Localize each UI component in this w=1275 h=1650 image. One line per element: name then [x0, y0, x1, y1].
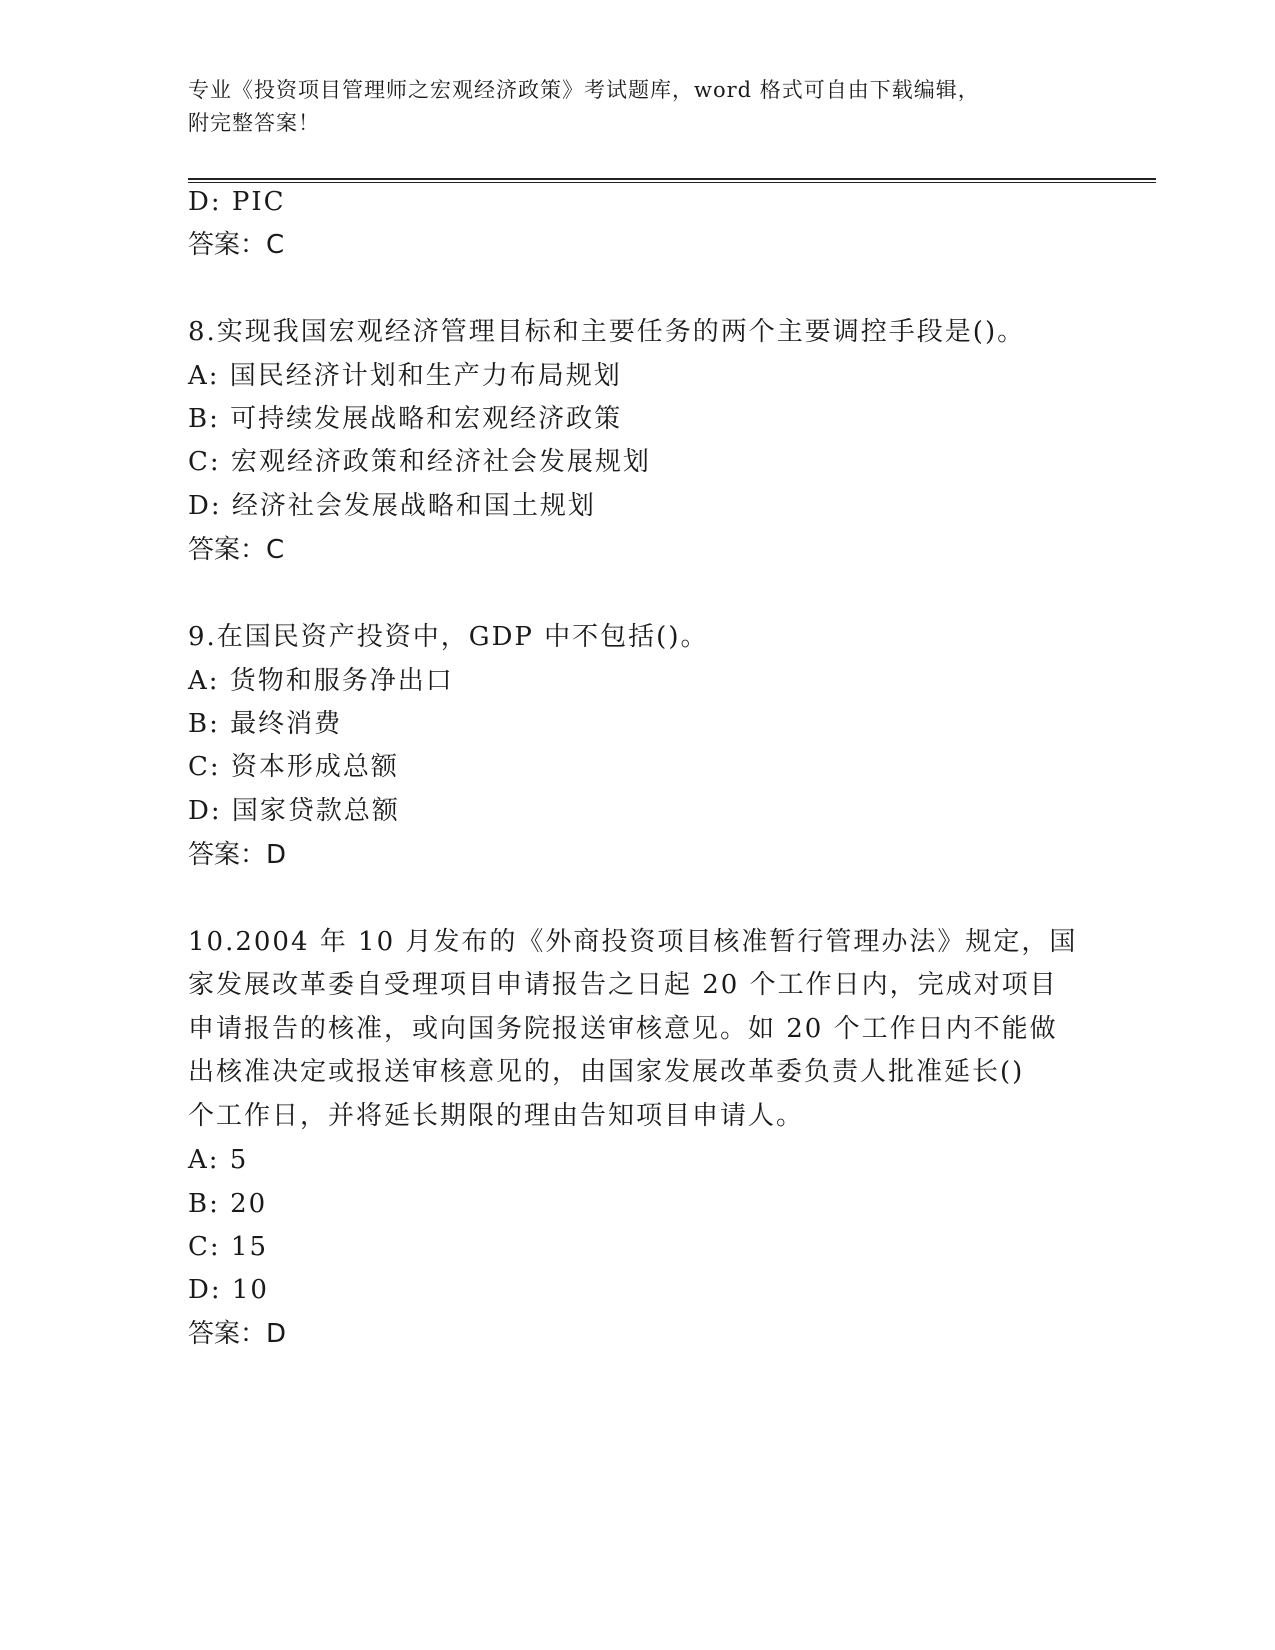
question-9-answer: 答案：D	[188, 840, 287, 870]
question-8-option-d: D: 经济社会发展战略和国土规划	[188, 491, 596, 521]
question-9-option-d: D: 国家贷款总额	[188, 796, 400, 826]
question-10-answer: 答案：D	[188, 1319, 287, 1349]
question-8-option-b: B: 可持续发展战略和宏观经济政策	[188, 404, 623, 434]
question-8-answer: 答案：C	[188, 535, 285, 565]
question-10-stem-line-1: 10.2004 年 10 月发布的《外商投资项目核准暂行管理办法》规定，国	[188, 927, 1078, 957]
question-10-stem-line-4: 出核准决定或报送审核意见的，由国家发展改革委负责人批准延长()	[188, 1057, 1025, 1087]
question-10-option-c: C: 15	[188, 1232, 269, 1262]
question-10-stem-line-5: 个工作日，并将延长期限的理由告知项目申请人。	[188, 1101, 805, 1131]
question-8-option-c: C: 宏观经济政策和经济社会发展规划	[188, 447, 651, 477]
header-line-1: 专业《投资项目管理师之宏观经济政策》考试题库，word 格式可自由下载编辑，	[188, 78, 980, 102]
question-10-option-a: A: 5	[188, 1145, 249, 1175]
prev-option-d: D: PIC	[188, 187, 286, 217]
header-line-2: 附完整答案！	[188, 111, 320, 135]
question-10-stem-line-2: 家发展改革委自受理项目申请报告之日起 20 个工作日内，完成对项目	[188, 970, 1058, 1000]
question-9-stem: 9.在国民资产投资中，GDP 中不包括()。	[188, 622, 709, 652]
question-8-stem: 8.实现我国宏观经济管理目标和主要任务的两个主要调控手段是()。	[188, 317, 1026, 347]
question-8-option-a: A: 国民经济计划和生产力布局规划	[188, 361, 622, 391]
question-10-stem-line-3: 申请报告的核准，或向国务院报送审核意见。如 20 个工作日内不能做	[188, 1014, 1058, 1044]
question-10-option-d: D: 10	[188, 1275, 269, 1305]
question-10-option-b: B: 20	[188, 1189, 268, 1219]
document-header	[188, 74, 1088, 140]
header-divider	[188, 178, 1156, 183]
question-9-option-a: A: 货物和服务净出口	[188, 666, 454, 696]
question-9-option-b: B: 最终消费	[188, 709, 343, 739]
prev-answer: 答案：C	[188, 230, 285, 260]
question-9-option-c: C: 资本形成总额	[188, 752, 399, 782]
